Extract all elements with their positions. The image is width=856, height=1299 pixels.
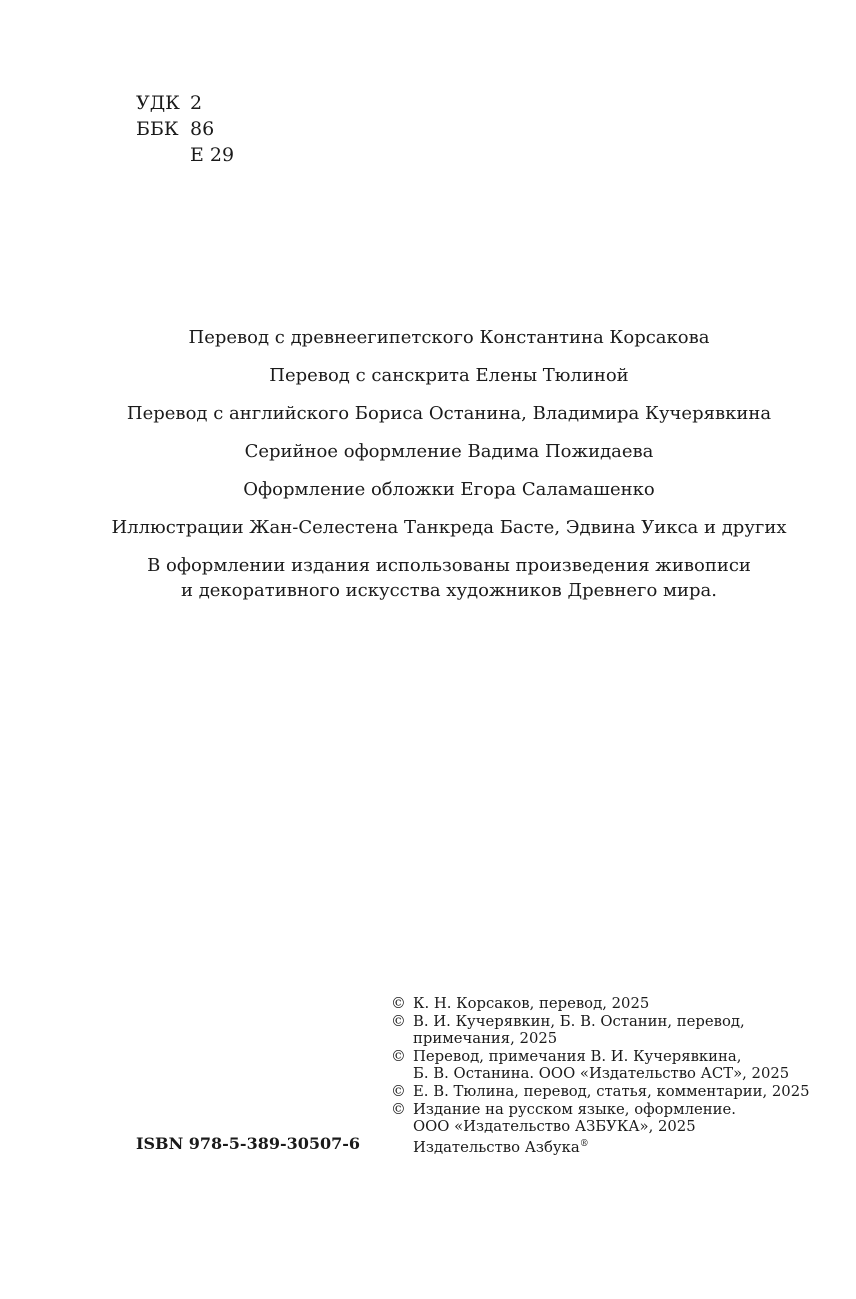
copyright-item xyxy=(391,1048,810,1083)
imprint-text: Издательство Азбука xyxy=(413,1138,580,1156)
author-mark: Е 29 xyxy=(190,144,235,166)
copyright-block xyxy=(391,995,810,1156)
credit-translation-english: Перевод с английского Бориса Останина, Владимира Кучерявкина xyxy=(126,403,772,424)
copyright-line: примечания, 2025 xyxy=(413,1030,558,1048)
credit-series-design: Серийное оформление Вадима Пожидаева xyxy=(244,441,654,462)
copyright-line: ООО «Издательство АЗБУКА», 2025 xyxy=(413,1118,696,1136)
copyright-symbol: © xyxy=(391,1082,406,1100)
design-note-line-1: В оформлении издания использованы произведения живописи xyxy=(147,555,751,576)
copyright-line: Издание на русском языке, оформление. xyxy=(413,1100,736,1118)
copyright-item xyxy=(391,1101,810,1157)
copyright-item xyxy=(391,1013,810,1048)
copyright-symbol: © xyxy=(391,1100,406,1118)
design-note xyxy=(0,553,856,603)
bbk-row xyxy=(136,116,234,142)
publisher-imprint xyxy=(413,1136,736,1157)
udk-row xyxy=(136,90,234,116)
udk-value: 2 xyxy=(190,92,203,114)
copyright-item xyxy=(391,995,810,1013)
credits-block xyxy=(0,325,856,616)
copyright-symbol: © xyxy=(391,1012,406,1030)
copyright-line: В. И. Кучерявкин, Б. В. Останин, перевод, xyxy=(413,1012,745,1030)
copyright-item xyxy=(391,1083,810,1101)
registered-mark: ® xyxy=(579,1138,589,1149)
credit-illustrations: Иллюстрации Жан-Селестена Танкреда Басте, Эдвина Уикса и других xyxy=(111,517,787,538)
copyright-line: Перевод, примечания В. И. Кучерявкина, xyxy=(413,1047,742,1065)
credit-cover-design: Оформление обложки Егора Саламашенко xyxy=(243,479,655,500)
bbk-label: ББК xyxy=(136,118,179,140)
credit-translation-egyptian: Перевод с древнеегипетского Константина Корсакова xyxy=(188,327,710,348)
copyright-symbol: © xyxy=(391,995,406,1012)
copyright-line: К. Н. Корсаков, перевод, 2025 xyxy=(413,995,650,1012)
author-mark-row xyxy=(136,142,234,168)
design-note-line-2: и декоративного искусства художников Древнего мира. xyxy=(180,580,718,601)
bbk-value: 86 xyxy=(190,118,215,140)
credit-translation-sanskrit: Перевод с санскрита Елены Тюлиной xyxy=(269,365,629,386)
copyright-line: Е. В. Тюлина, перевод, статья, комментарии, 2025 xyxy=(413,1082,810,1100)
copyright-line: Б. В. Останина. ООО «Издательство АСТ», 2025 xyxy=(413,1065,790,1083)
copyright-symbol: © xyxy=(391,1047,406,1065)
udk-label: УДК xyxy=(136,92,180,114)
classification-codes xyxy=(136,90,234,168)
isbn: ISBN 978-5-389-30507-6 xyxy=(136,1134,361,1153)
